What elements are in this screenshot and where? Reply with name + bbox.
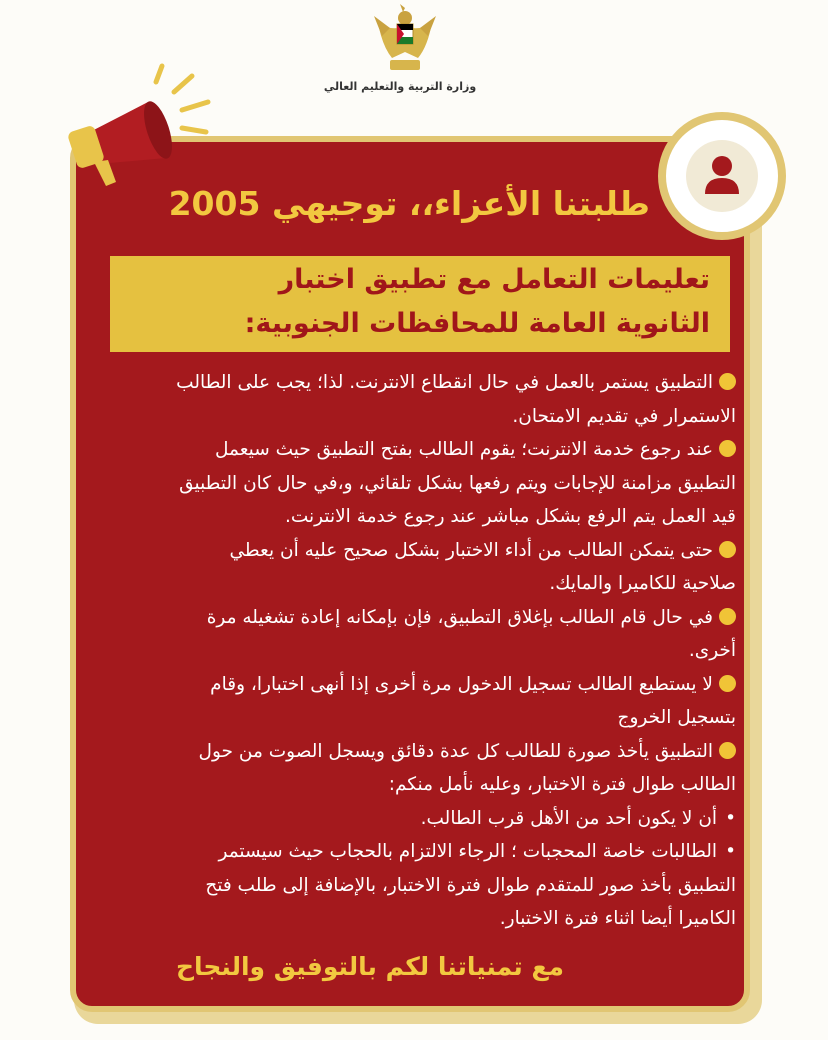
sub-point-line: أن لا يكون أحد من الأهل قرب الطالب. xyxy=(420,807,718,829)
greeting-heading: طلبتنا الأعزاء،، توجيهي 2005 xyxy=(168,184,650,223)
instruction-line: حتى يتمكن الطالب من أداء الاختبار بشكل صحيح عليه أن يعطي xyxy=(229,539,713,561)
instruction-line: التطبيق يأخذ صورة للطالب كل عدة دقائق ويسجل الصوت من حول xyxy=(198,740,713,762)
instruction-line: لا يستطيع الطالب تسجيل الدخول مرة أخرى إذا أنهى اختبارا، وقام xyxy=(210,673,713,695)
bullet-dot-icon xyxy=(719,541,736,558)
bullet-dot-icon xyxy=(719,742,736,759)
sub-point-item xyxy=(96,835,736,936)
avatar-inner xyxy=(686,140,758,212)
bullet-dot-icon xyxy=(719,608,736,625)
instruction-item xyxy=(96,735,736,802)
small-bullet-icon: • xyxy=(725,807,736,829)
user-icon xyxy=(686,140,758,212)
instruction-line: عند رجوع خدمة الانترنت؛ يقوم الطالب بفتح التطبيق حيث سيعمل xyxy=(215,439,713,460)
instruction-item xyxy=(96,534,736,601)
ministry-name: وزارة التربية والتعليم العالي xyxy=(323,80,477,93)
instruction-line: قيد العمل يتم الرفع بشكل مباشر عند رجوع خدمة الانترنت. xyxy=(284,506,736,527)
small-bullet-icon: • xyxy=(725,841,736,862)
instruction-item xyxy=(96,366,736,433)
megaphone-icon xyxy=(58,62,228,192)
bullet-dot-icon xyxy=(719,373,736,390)
sub-point-line: التطبيق بأخذ صور للمتقدم طوال فترة الاختبار، بالإضافة إلى طلب فتح xyxy=(205,874,736,896)
instruction-item xyxy=(96,601,736,668)
instruction-line: بتسجيل الخروج xyxy=(617,707,736,728)
instruction-line: صلاحية للكاميرا والمايك. xyxy=(549,573,736,594)
instruction-item xyxy=(96,668,736,735)
instructions-list xyxy=(96,366,736,936)
title-line-2: الثانوية العامة للمحافظات الجنوبية: xyxy=(244,308,710,339)
title-line-1: تعليمات التعامل مع تطبيق اختبار xyxy=(278,264,710,295)
instruction-line: أخرى. xyxy=(688,640,736,661)
instruction-line: التطبيق يستمر بالعمل في حال انقطاع الانترنت. لذا؛ يجب على الطالب xyxy=(176,372,713,393)
closing-message: مع تمنياتنا لكم بالتوفيق والنجاح xyxy=(175,952,565,981)
sub-point-item xyxy=(96,802,736,836)
bullet-dot-icon xyxy=(719,440,736,457)
bullet-dot-icon xyxy=(719,675,736,692)
instruction-line: التطبيق مزامنة للإجابات ويتم رفعها بشكل تلقائي، و،في حال كان التطبيق xyxy=(179,472,736,494)
instruction-item xyxy=(96,433,736,534)
instruction-line: الاستمرار في تقديم الامتحان. xyxy=(512,405,736,427)
avatar-circle xyxy=(658,112,786,240)
palestine-emblem-icon xyxy=(370,2,440,78)
instruction-line: الطالب طوال فترة الاختبار، وعليه نأمل منكم: xyxy=(388,774,736,795)
instruction-line: في حال قام الطالب بإغلاق التطبيق، فإن بإمكانه إعادة تشغيله مرة xyxy=(206,606,713,628)
title-box xyxy=(110,256,730,352)
sub-point-line: الكاميرا أيضا اثناء فترة الاختبار. xyxy=(499,908,736,929)
sub-point-line: الطالبات خاصة المحجبات ؛ الرجاء الالتزام بالحجاب حيث سيستمر xyxy=(218,841,718,862)
